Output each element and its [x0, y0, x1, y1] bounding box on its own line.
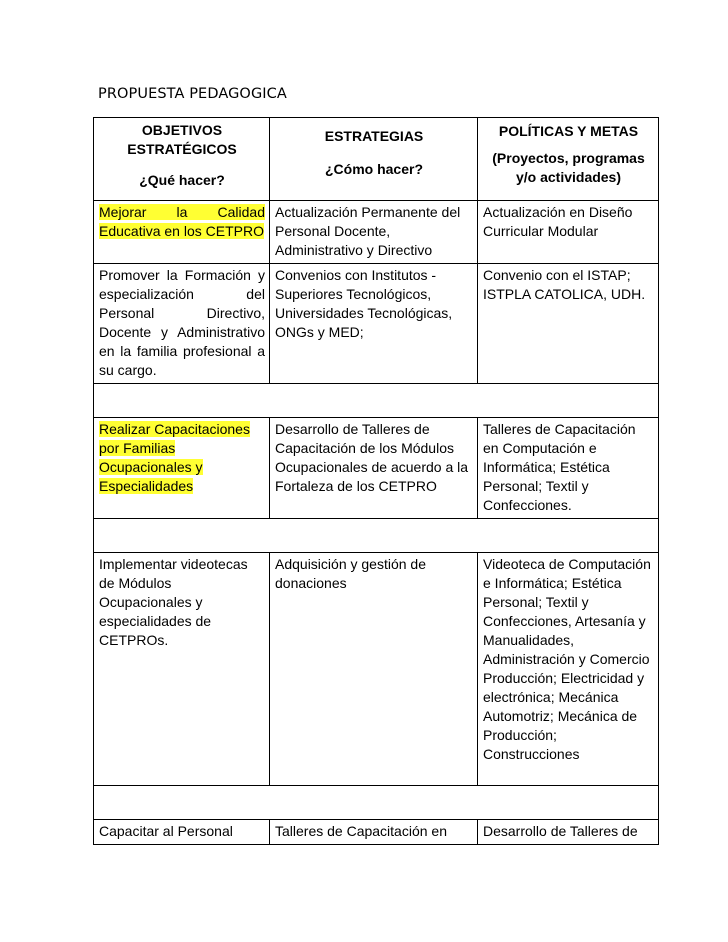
- objetivo-cell: Implementar videotecas de Módulos Ocupacionales y especialidades de CETPROs.: [94, 553, 270, 786]
- table-row: [94, 201, 659, 264]
- objetivo-cell: Capacitar al Personal: [94, 820, 270, 845]
- header-politicas: [478, 118, 659, 201]
- meta-cell: Actualización en Diseño Curricular Modular: [478, 201, 659, 264]
- estrategia-cell: Talleres de Capacitación en: [270, 820, 478, 845]
- meta-cell: Videoteca de Computación e Informática; Estética Personal; Textil y Confecciones, Artesanía y Manualidades, Administración y Comercio Producción; Electricidad y electrónica; Mecánica Automotriz; Mecánica de Producción; Construcciones: [478, 553, 659, 786]
- table-row: [94, 418, 659, 519]
- highlighted-text: Mejorar la Calidad Educativa en los CETPRO: [99, 204, 265, 239]
- header-objetivos-title: OBJETIVOS ESTRATÉGICOS: [127, 122, 237, 157]
- header-politicas-sub: (Proyectos, programas y/o actividades): [492, 150, 645, 185]
- document-title: PROPUESTA PEDAGOGICA: [98, 86, 287, 102]
- header-objetivos: [94, 118, 270, 201]
- estrategia-cell: Desarrollo de Talleres de Capacitación de los Módulos Ocupacionales de acuerdo a la Fortaleza de los CETPRO: [270, 418, 478, 519]
- highlighted-text: Realizar Capacitaciones por Familias Ocupacionales y Especialidades: [99, 421, 250, 494]
- header-estrategias: [270, 118, 478, 201]
- estrategia-cell: Adquisición y gestión de donaciones: [270, 553, 478, 786]
- meta-cell: Desarrollo de Talleres de: [478, 820, 659, 845]
- estrategia-cell: Actualización Permanente del Personal Docente, Administrativo y Directivo: [270, 201, 478, 264]
- meta-cell: Convenio con el ISTAP; ISTPLA CATOLICA, UDH.: [478, 264, 659, 384]
- table-row: [94, 264, 659, 384]
- meta-cell: Talleres de Capacitación en Computación e Informática; Estética Personal; Textil y Confecciones.: [478, 418, 659, 519]
- table-row: [94, 553, 659, 786]
- objetivo-cell: Promover la Formación y especialización del Personal Directivo, Docente y Administrativo en la familia profesional a su cargo.: [94, 264, 270, 384]
- empty-row: [94, 519, 659, 553]
- table-row: [94, 820, 659, 845]
- empty-row: [94, 786, 659, 820]
- pedagogical-proposal-table: [93, 117, 659, 845]
- header-estrategias-sub: ¿Cómo hacer?: [324, 161, 423, 177]
- estrategia-cell: Convenios con Institutos - Superiores Tecnológicos, Universidades Tecnológicas, ONGs y MED;: [270, 264, 478, 384]
- header-row: [94, 118, 659, 201]
- objetivo-cell: [94, 418, 270, 519]
- objetivo-cell: [94, 201, 270, 264]
- header-objetivos-sub: ¿Qué hacer?: [139, 172, 225, 188]
- header-estrategias-title: ESTRATEGIAS: [324, 128, 424, 144]
- empty-row: [94, 384, 659, 418]
- header-politicas-title: POLÍTICAS Y METAS: [498, 123, 639, 139]
